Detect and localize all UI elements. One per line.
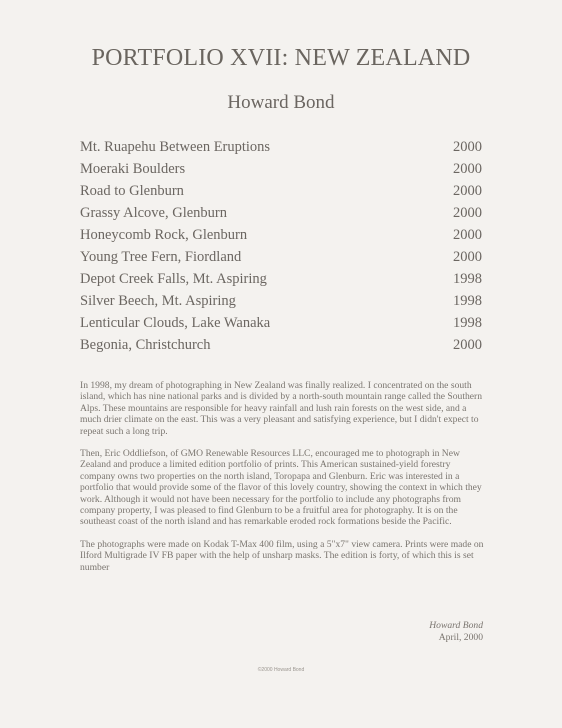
plate-title: Lenticular Clouds, Lake Wanaka <box>80 315 271 331</box>
paragraph: The photographs were made on Kodak T-Max 400 film, using a 5"x7" view camera. Prints were made on Ilford Multigrade IV FB paper with the help of unsharp masks. The edition is forty, of which this is set number <box>80 538 484 573</box>
plate-title: Mt. Ruapehu Between Eruptions <box>80 139 271 155</box>
list-item <box>80 180 482 202</box>
paragraph: In 1998, my dream of photographing in New Zealand was finally realized. I concentrated on the south island, which has nine national parks and is divided by a north-south mountain range called the Southern Alps. These mountains are responsible for heavy rainfall and lush rain forests on the west side, and a much drier climate on the east. This was a very pleasant and satisfying experience, but I didn't expect to repeat such a long trip. <box>80 380 483 437</box>
plate-year: 1998 <box>453 293 482 309</box>
list-item <box>80 246 482 268</box>
plate-title: Begonia, Christchurch <box>80 337 211 353</box>
plate-year: 1998 <box>453 315 482 331</box>
signature-block <box>300 620 483 644</box>
plate-year: 2000 <box>453 139 482 155</box>
signature-date: April, 2000 <box>438 632 483 643</box>
author-name: Howard Bond <box>227 92 335 113</box>
plate-year: 2000 <box>453 337 482 353</box>
plate-year: 2000 <box>453 183 482 199</box>
copyright-notice: ©2000 Howard Bond <box>257 667 305 673</box>
list-item <box>80 334 482 356</box>
page-title: PORTFOLIO XVII: NEW ZEALAND <box>91 45 471 71</box>
statement-text <box>80 380 484 584</box>
plate-year: 2000 <box>453 249 482 265</box>
plate-title: Depot Creek Falls, Mt. Aspiring <box>80 271 267 287</box>
plate-title: Young Tree Fern, Fiordland <box>80 249 242 265</box>
list-item <box>80 224 482 246</box>
list-item <box>80 202 482 224</box>
plate-year: 1998 <box>453 271 482 287</box>
list-item <box>80 268 482 290</box>
plate-year: 2000 <box>453 227 482 243</box>
list-item <box>80 290 482 312</box>
plate-list <box>80 136 482 356</box>
paragraph: Then, Eric Oddliefson, of GMO Renewable Resources LLC, encouraged me to photograph in New Zealand and produce a limited edition portfolio of prints. This American sustained-yield forestry company owns two properties on the north island, Toropapa and Glenburn. Eric was interested in a portfolio that would provide some of the flavor of this lovely country, showing the context in which they work. Although it would not have been necessary for the portfolio to include any photographs from company property, I was pleased to find Glenburn to be a fruitful area for photography. It is on the southeast coast of the north island and has remarkable eroded rock formations beside the Pacific. <box>80 448 482 528</box>
list-item <box>80 158 482 180</box>
plate-title: Road to Glenburn <box>80 183 184 199</box>
plate-year: 2000 <box>453 161 482 177</box>
plate-title: Moeraki Boulders <box>80 161 186 177</box>
signature-name: Howard Bond <box>429 620 483 631</box>
plate-title: Honeycomb Rock, Glenburn <box>80 227 248 243</box>
plate-year: 2000 <box>453 205 482 221</box>
plate-title: Grassy Alcove, Glenburn <box>80 205 227 221</box>
plate-title: Silver Beech, Mt. Aspiring <box>80 293 236 309</box>
list-item <box>80 136 482 158</box>
list-item <box>80 312 482 334</box>
